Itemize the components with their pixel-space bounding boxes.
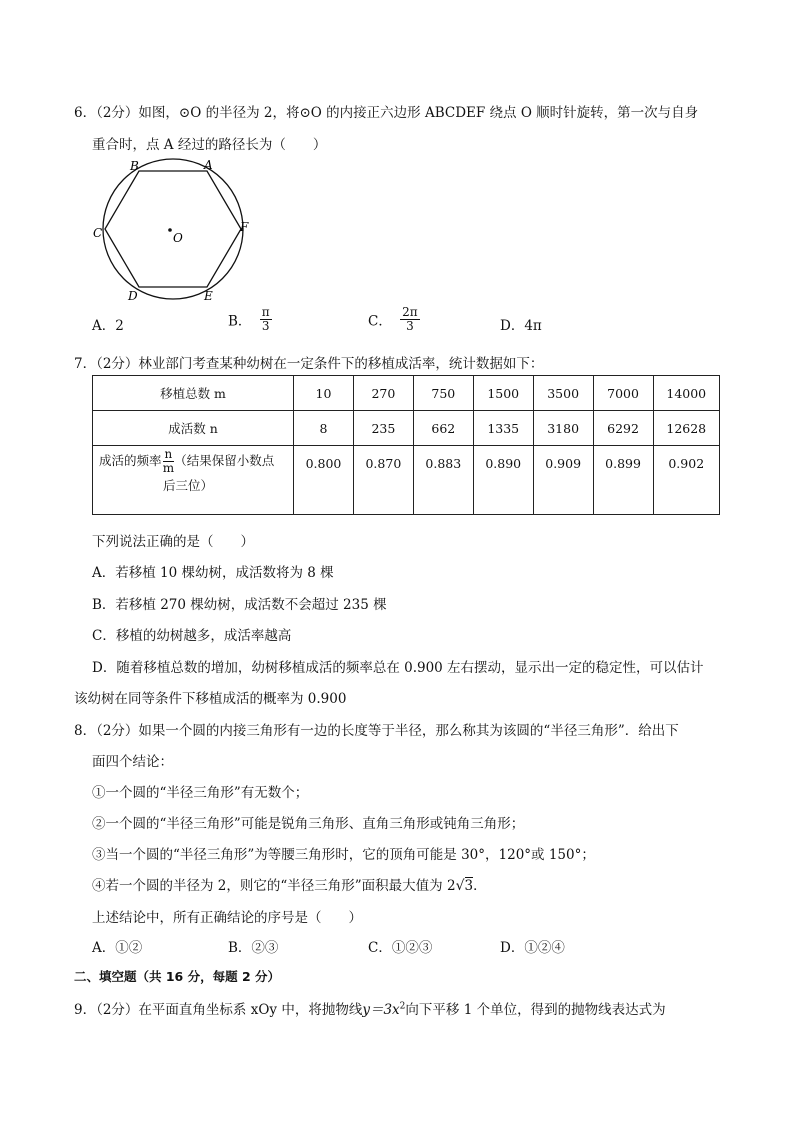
cell: 0.899	[593, 446, 653, 515]
q7-option-d[interactable]: D．随着移植总数的增加，幼树移植成活的频率总在 0.900 左右摆动，显示出一定的稳定性，可以估计	[92, 660, 704, 676]
q7-option-c[interactable]: C．移植的幼树越多，成活率越高	[92, 628, 292, 644]
header-survived: 成活数 n	[93, 411, 294, 446]
q8-option-d[interactable]: D．①②④	[500, 940, 565, 956]
q7-line1: 7．（2分）林业部门考查某种幼树在一定条件下的移植成活率，统计数据如下：	[74, 356, 544, 372]
q8-option-c[interactable]: C．①②③	[368, 940, 433, 956]
center-point	[168, 228, 172, 232]
header-total: 移植总数 m	[93, 376, 294, 411]
label-e: E	[204, 289, 213, 303]
q8-conclusion-4: ④若一个圆的半径为 2，则它的“半径三角形”面积最大值为 2√3．	[92, 878, 487, 894]
survival-rate-table	[92, 375, 720, 515]
cell: 8	[294, 411, 354, 446]
cell: 3500	[533, 376, 593, 411]
sqrt-symbol: √	[455, 878, 465, 894]
q8-prompt: 上述结论中，所有正确结论的序号是（ ）	[92, 910, 362, 926]
q7-option-b[interactable]: B．若移植 270 棵幼树，成活数不会超过 235 棵	[92, 597, 387, 613]
table-row-totals	[93, 376, 720, 411]
table-row-survived	[93, 411, 720, 446]
cell: 235	[353, 411, 413, 446]
label-b: B	[130, 159, 139, 173]
q7-prompt: 下列说法正确的是（ ）	[92, 534, 254, 550]
table-row-rates	[93, 446, 720, 515]
label-d: D	[128, 289, 138, 303]
cell: 3180	[533, 411, 593, 446]
q8-option-b[interactable]: B．②③	[228, 940, 279, 956]
cell: 6292	[593, 411, 653, 446]
label-c: C	[93, 226, 103, 240]
q8-option-a[interactable]: A．①②	[92, 940, 143, 956]
cell: 12628	[653, 411, 719, 446]
q9-line1: 9．（2分）在平面直角坐标系 xOy 中，将抛物线$y=3x^2$向下平移 1 个单位，得到的抛物线表达式为	[74, 1001, 666, 1018]
hexagon-circle-figure	[90, 155, 260, 305]
label-o: O	[173, 231, 183, 245]
label-f: F	[240, 220, 249, 234]
circle-o	[103, 159, 243, 299]
cell: 0.883	[413, 446, 473, 515]
cell: 14000	[653, 376, 719, 411]
cell: 0.909	[533, 446, 593, 515]
cell: 0.890	[473, 446, 533, 515]
q8-line2: 面四个结论：	[92, 754, 173, 770]
cell: 0.800	[294, 446, 354, 515]
q6-option-d[interactable]: D．4π	[500, 318, 542, 334]
q6-option-c[interactable]: C． $\frac{2\pi}{3}$	[368, 305, 418, 333]
q8-conclusion-1: ①一个圆的“半径三角形”有无数个；	[92, 785, 309, 801]
q6-option-b[interactable]: B． $\frac{\pi}{3}$	[228, 305, 270, 333]
cell: 0.902	[653, 446, 719, 515]
q6-option-a[interactable]: A．2	[92, 318, 124, 334]
q6-line2: 重合时，点 A 经过的路径长为（ ）	[92, 137, 327, 153]
hexagon-abcdef	[105, 171, 241, 287]
q7-option-d-cont: 该幼树在同等条件下移植成活的概率为 0.900	[74, 691, 347, 707]
q6-line1: 6．（2分）如图，⊙O 的半径为 2，将⊙O 的内接正六边形 ABCDEF 绕点 O 顺时针旋转，第一次与自身	[74, 105, 699, 121]
cell: 0.870	[353, 446, 413, 515]
cell: 662	[413, 411, 473, 446]
cell: 270	[353, 376, 413, 411]
label-a: A	[204, 158, 213, 172]
q8-conclusion-3: ③当一个圆的“半径三角形”为等腰三角形时，它的顶角可能是 30°，120°或 150°；	[92, 847, 595, 863]
cell: 750	[413, 376, 473, 411]
section-heading: 二、填空题（共 16 分，每题 2 分）	[74, 969, 281, 984]
q7-option-a[interactable]: A．若移植 10 棵幼树，成活数将为 8 棵	[92, 565, 334, 581]
cell: 1500	[473, 376, 533, 411]
cell: 7000	[593, 376, 653, 411]
header-rate: 成活的频率 $\frac{n}{m}$ （结果保留小数点 后三位）	[93, 446, 294, 515]
cell: 1335	[473, 411, 533, 446]
cell: 10	[294, 376, 354, 411]
q8-conclusion-2: ②一个圆的“半径三角形”可能是锐角三角形、直角三角形或钝角三角形；	[92, 816, 525, 832]
q8-line1: 8．（2分）如果一个圆的内接三角形有一边的长度等于半径，那么称其为该圆的“半径三角形”．给出下	[74, 723, 679, 739]
